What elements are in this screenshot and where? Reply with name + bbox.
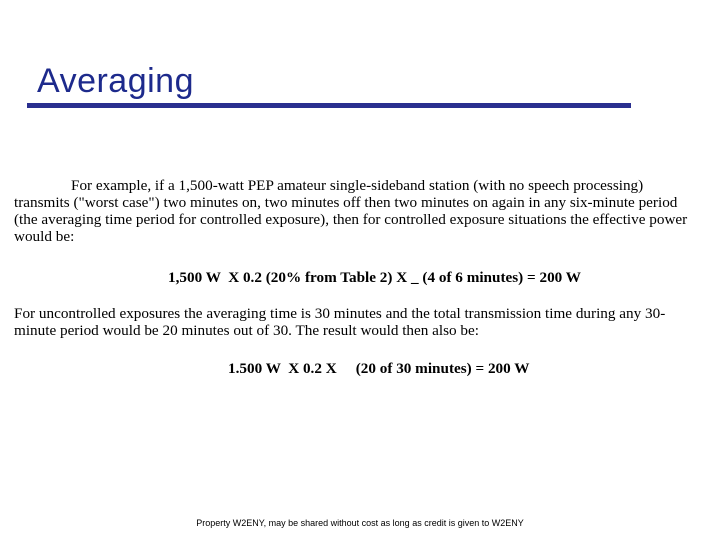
slide-title: Averaging	[37, 62, 194, 100]
uncontrolled-exposure-paragraph: For uncontrolled exposures the averaging time is 30 minutes and the total transmission time during any 30-minute period would be 20 minutes out of 30. The result would then also be:	[14, 305, 666, 339]
uncontrolled-exposure-formula: 1.500 W X 0.2 X (20 of 30 minutes) = 200 W	[228, 360, 530, 377]
copyright-footer: Property W2ENY, may be shared without cost as long as credit is given to W2ENY	[196, 518, 524, 528]
title-underline-rule	[27, 103, 631, 108]
controlled-exposure-formula: 1,500 W X 0.2 (20% from Table 2) X _ (4 of 6 minutes) = 200 W	[168, 269, 581, 286]
example-paragraph: For example, if a 1,500-watt PEP amateur single-sideband station (with no speech processing) transmits ("worst case") two minutes on, two minutes off then two minutes on again in any six-minute period (the averaging time period for controlled exposure), then for controlled exposure situations the effective power would be:	[14, 177, 688, 245]
